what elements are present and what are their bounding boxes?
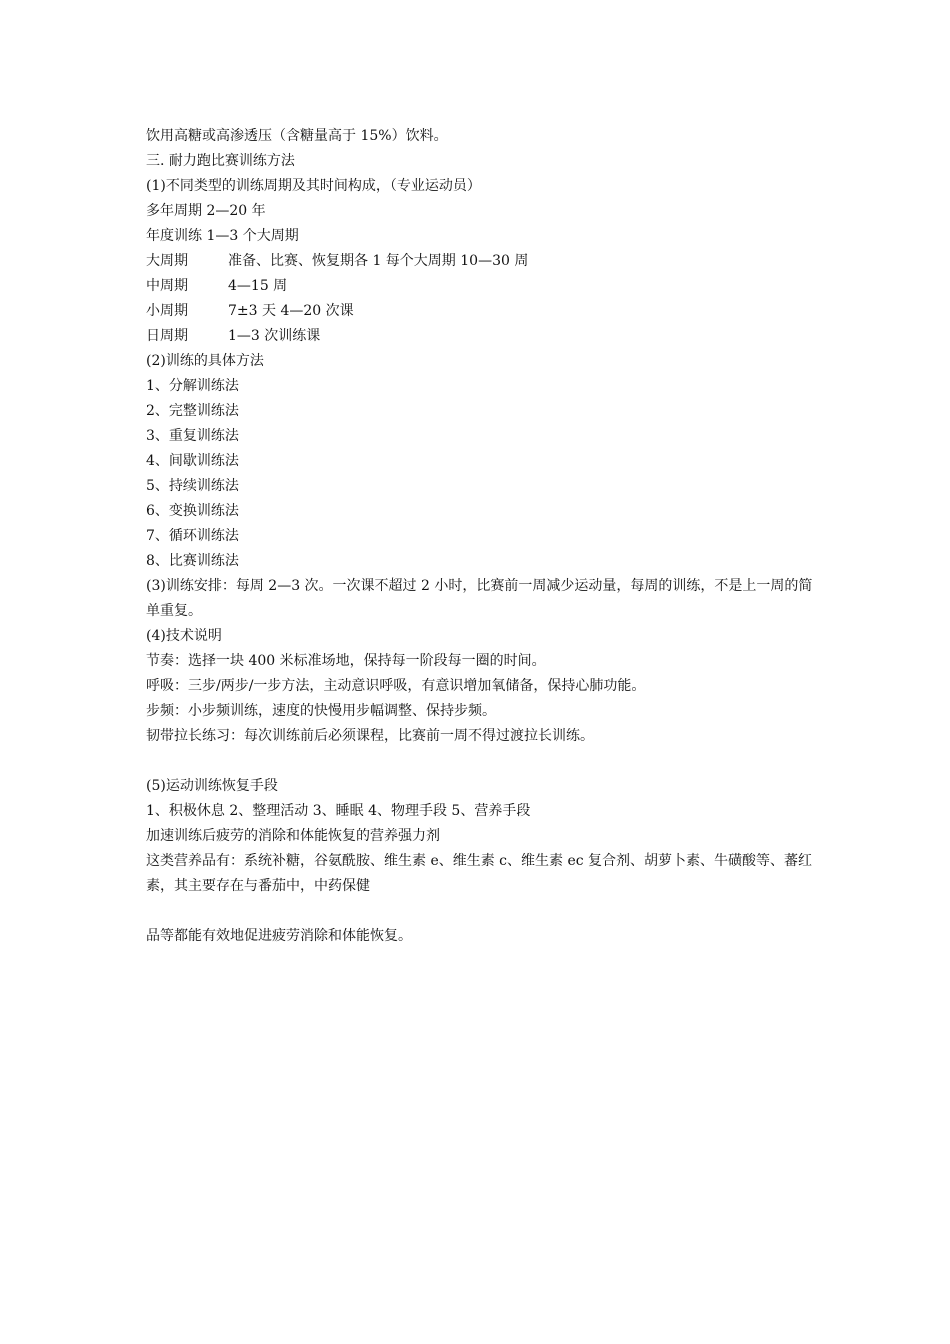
list-item: 4、间歇训练法: [146, 453, 239, 469]
technique-stretching: 韧带拉长练习：每次训练前后必须课程，比赛前一周不得过渡拉长训练。: [146, 728, 594, 744]
paragraph-schedule: (3)训练安排：每周 2—3 次。一次课不超过 2 小时，比赛前一周减少运动量，每周的训练，不是上一周的简单重复。: [146, 578, 813, 619]
list-item: 1、分解训练法: [146, 378, 239, 394]
cycle-row-macro: [146, 249, 816, 274]
annual-training: 年度训练 1—3 个大周期: [146, 228, 299, 244]
subheading-recovery: (5)运动训练恢复手段: [146, 778, 278, 794]
cycle-term: 中周期: [146, 278, 188, 294]
list-item: 3、重复训练法: [146, 428, 239, 444]
list-item: 8、比赛训练法: [146, 553, 239, 569]
multi-year-cycle: 多年周期 2—20 年: [146, 203, 266, 219]
cycle-desc: 4—15 周: [228, 278, 288, 294]
cycle-desc: 7±3 天 4—20 次课: [228, 303, 354, 319]
document-body: [146, 124, 816, 949]
spacer: [146, 749, 816, 774]
subheading-methods: (2)训练的具体方法: [146, 353, 264, 369]
paragraph-closing: 品等都能有效地促进疲劳消除和体能恢复。: [146, 928, 412, 944]
subheading-technique: (4)技术说明: [146, 628, 222, 644]
paragraph-nutrition: 这类营养品有：系统补糖，谷氨酰胺、维生素 e、维生素 c、维生素 ec 复合剂、胡萝卜素、牛磺酸等、蕃红素，其主要存在与番茄中，中药保健: [146, 853, 813, 894]
recovery-list: 1、积极休息 2、整理活动 3、睡眠 4、物理手段 5、营养手段: [146, 803, 531, 819]
cycle-row-daily: [146, 324, 816, 349]
technique-cadence: 步频：小步频训练，速度的快慢用步幅调整、保持步频。: [146, 703, 496, 719]
subheading-periods: (1)不同类型的训练周期及其时间构成，（专业运动员）: [146, 178, 481, 194]
list-item: 5、持续训练法: [146, 478, 239, 494]
paragraph-drinks: 饮用高糖或高渗透压（含糖量高于 15%）饮料。: [146, 128, 448, 144]
cycle-row-micro: [146, 299, 816, 324]
cycle-term: 小周期: [146, 303, 188, 319]
nutrition-line: 加速训练后疲劳的消除和体能恢复的营养强力剂: [146, 828, 440, 844]
list-item: 2、完整训练法: [146, 403, 239, 419]
cycle-row-meso: [146, 274, 816, 299]
spacer: [146, 899, 816, 924]
cycle-term: 日周期: [146, 328, 188, 344]
cycle-term: 大周期: [146, 253, 188, 269]
technique-rhythm: 节奏：选择一块 400 米标准场地，保持每一阶段每一圈的时间。: [146, 653, 546, 669]
section-heading: 三. 耐力跑比赛训练方法: [146, 153, 295, 169]
cycle-desc: 1—3 次训练课: [228, 328, 321, 344]
technique-breathing: 呼吸：三步/两步/一步方法，主动意识呼吸，有意识增加氧储备，保持心肺功能。: [146, 678, 646, 694]
list-item: 6、变换训练法: [146, 503, 239, 519]
cycle-desc: 准备、比赛、恢复期各 1 每个大周期 10—30 周: [228, 253, 529, 269]
list-item: 7、循环训练法: [146, 528, 239, 544]
